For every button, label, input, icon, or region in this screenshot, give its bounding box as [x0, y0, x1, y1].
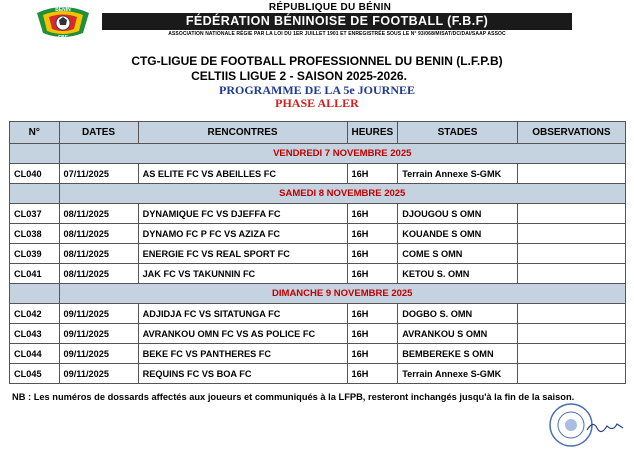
match-teams-cell: AS ELITE FC VS ABEILLES FC — [138, 164, 347, 184]
match-id-cell: CL039 — [10, 244, 60, 264]
match-teams-cell: AVRANKOU OMN FC VS AS POLICE FC — [138, 324, 347, 344]
match-date-cell: 09/11/2025 — [59, 364, 138, 384]
match-observation-cell — [517, 364, 625, 384]
match-stadium-cell: AVRANKOU S OMN — [398, 324, 518, 344]
table-row — [10, 364, 626, 384]
day-label: SAMEDI 8 NOVEMBRE 2025 — [59, 184, 626, 204]
table-row — [10, 264, 626, 284]
table-row — [10, 224, 626, 244]
match-stadium-cell: DJOUGOU S OMN — [398, 204, 518, 224]
match-stadium-cell: Terrain Annexe S-GMK — [398, 164, 518, 184]
table-row — [10, 204, 626, 224]
logo-country-text: BÉNIN — [55, 7, 71, 13]
match-hour-cell: 16H — [347, 244, 398, 264]
day-separator-spacer — [10, 284, 60, 304]
day-separator-row — [10, 284, 626, 304]
table-header-row — [10, 122, 626, 144]
match-hour-cell: 16H — [347, 204, 398, 224]
match-observation-cell — [517, 324, 625, 344]
day-separator-spacer — [10, 184, 60, 204]
match-id-cell: CL045 — [10, 364, 60, 384]
match-stadium-cell: KOUANDE S OMN — [398, 224, 518, 244]
match-hour-cell: 16H — [347, 344, 398, 364]
col-header-matches: RENCONTRES — [138, 122, 347, 144]
association-line: ASSOCIATION NATIONALE RÉGIE PAR LA LOI DU 1ER JUILLET 1901 ET ENREGISTRÉE SOUS LE N° 93/068/MISAT/DC/DAI/SAAP ASSOC — [168, 31, 506, 37]
match-observation-cell — [517, 264, 625, 284]
match-stadium-cell: COME S OMN — [398, 244, 518, 264]
col-header-hours: HEURES — [347, 122, 398, 144]
col-header-number: N° — [10, 122, 60, 144]
day-label: DIMANCHE 9 NOVEMBRE 2025 — [59, 284, 626, 304]
match-observation-cell — [517, 164, 625, 184]
match-id-cell: CL038 — [10, 224, 60, 244]
match-hour-cell: 16H — [347, 164, 398, 184]
match-hour-cell: 16H — [347, 324, 398, 344]
match-date-cell: 07/11/2025 — [59, 164, 138, 184]
match-id-cell: CL040 — [10, 164, 60, 184]
match-observation-cell — [517, 244, 625, 264]
col-header-observations: OBSERVATIONS — [517, 122, 625, 144]
match-id-cell: CL037 — [10, 204, 60, 224]
table-row — [10, 244, 626, 264]
match-id-cell: CL043 — [10, 324, 60, 344]
day-separator-row — [10, 144, 626, 164]
match-stadium-cell: BEMBEREKE S OMN — [398, 344, 518, 364]
phase-title: PHASE ALLER — [275, 96, 359, 110]
match-teams-cell: REQUINS FC VS BOA FC — [138, 364, 347, 384]
match-observation-cell — [517, 204, 625, 224]
match-teams-cell: DYNAMIQUE FC VS DJEFFA FC — [138, 204, 347, 224]
match-date-cell: 09/11/2025 — [59, 324, 138, 344]
fixtures-body — [10, 144, 626, 384]
match-teams-cell: DYNAMO FC P FC VS AZIZA FC — [138, 224, 347, 244]
match-id-cell: CL042 — [10, 304, 60, 324]
match-hour-cell: 16H — [347, 264, 398, 284]
day-separator-spacer — [10, 144, 60, 164]
season-title: CELTIIS LIGUE 2 - SAISON 2025-2026. — [191, 69, 407, 83]
day-label: VENDREDI 7 NOVEMBRE 2025 — [59, 144, 626, 164]
country-name: RÉPUBLIQUE DU BÉNIN — [268, 2, 392, 13]
logo-fbf-text: FBF — [58, 35, 68, 41]
match-stadium-cell: Terrain Annexe S-GMK — [398, 364, 518, 384]
programme-title: PROGRAMME DE LA 5e JOURNEE — [219, 83, 415, 97]
col-header-dates: DATES — [59, 122, 138, 144]
fixtures-table — [9, 121, 626, 384]
table-row — [10, 164, 626, 184]
federation-name: FÉDÉRATION BÉNINOISE DE FOOTBALL (F.B.F) — [102, 13, 572, 30]
match-date-cell: 08/11/2025 — [59, 224, 138, 244]
match-id-cell: CL044 — [10, 344, 60, 364]
match-stadium-cell: KETOU S. OMN — [398, 264, 518, 284]
match-date-cell: 08/11/2025 — [59, 264, 138, 284]
match-date-cell: 09/11/2025 — [59, 344, 138, 364]
match-teams-cell: ADJIDJA FC VS SITATUNGA FC — [138, 304, 347, 324]
table-row — [10, 304, 626, 324]
match-date-cell: 09/11/2025 — [59, 304, 138, 324]
day-separator-row — [10, 184, 626, 204]
match-observation-cell — [517, 344, 625, 364]
signature-icon — [585, 418, 625, 436]
match-id-cell: CL041 — [10, 264, 60, 284]
match-hour-cell: 16H — [347, 364, 398, 384]
match-teams-cell: BEKE FC VS PANTHERES FC — [138, 344, 347, 364]
footer-note: NB : Les numéros de dossards affectés aux joueurs et communiqués à la LFPB, resteront inchangés jusqu'à la fin de la saison. — [12, 392, 575, 402]
letterhead — [0, 0, 634, 50]
match-date-cell: 08/11/2025 — [59, 204, 138, 224]
match-teams-cell: JAK FC VS TAKUNNIN FC — [138, 264, 347, 284]
match-observation-cell — [517, 304, 625, 324]
match-stadium-cell: DOGBO S. OMN — [398, 304, 518, 324]
col-header-stadiums: STADES — [398, 122, 518, 144]
league-title: CTG-LIGUE DE FOOTBALL PROFESSIONNEL DU BENIN (L.F.P.B) — [131, 54, 503, 68]
match-teams-cell: ENERGIE FC VS REAL SPORT FC — [138, 244, 347, 264]
match-date-cell: 08/11/2025 — [59, 244, 138, 264]
table-row — [10, 324, 626, 344]
match-observation-cell — [517, 224, 625, 244]
table-row — [10, 344, 626, 364]
fbf-logo-icon — [33, 3, 93, 45]
match-hour-cell: 16H — [347, 304, 398, 324]
match-hour-cell: 16H — [347, 224, 398, 244]
